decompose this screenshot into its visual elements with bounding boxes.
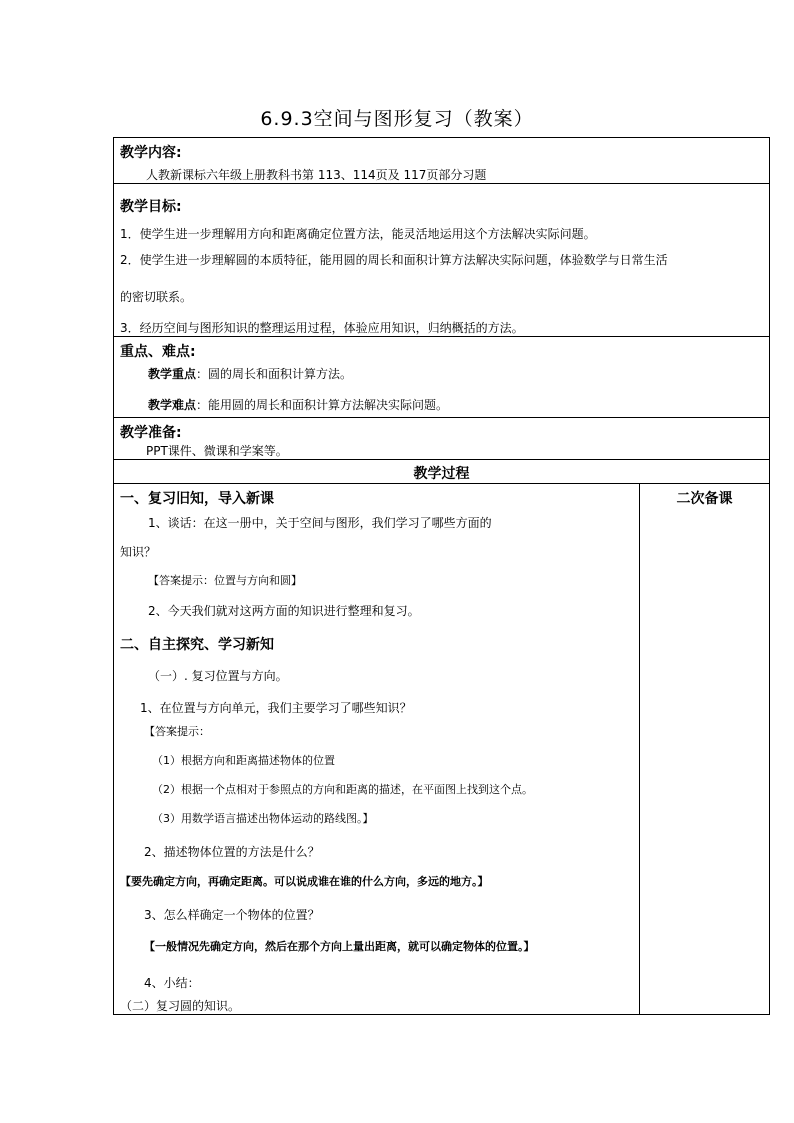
answer-hint-1: 【答案提示：位置与方向和圆】 [148, 574, 302, 587]
goal-item-2-cont: 的密切联系。 [120, 290, 193, 304]
answer-3: 【一般情况先确定方向，然后在那个方向上量出距离，就可以确定物体的位置。】 [144, 940, 535, 953]
hint-3: （3）用数学语言描述出物体运动的路线图。】 [152, 812, 374, 825]
process-body-row [114, 484, 770, 1015]
second-prep-cell [640, 484, 770, 1015]
document-title: 6.9.3空间与图形复习（教案） [260, 108, 534, 130]
goal-item-1: 1．使学生进一步理解用方向和距离确定位置方法，能灵活地运用这个方法解决实际问题。 [120, 227, 596, 241]
hint-label: 【答案提示： [144, 725, 210, 738]
prep-heading: 教学准备: [120, 425, 182, 441]
part1-heading: 一、复习旧知，导入新课 [120, 491, 274, 507]
subsection-1: （一）. 复习位置与方向。 [148, 669, 288, 683]
answer-2: 【要先确定方向，再确定距离。可以说成谁在谁的什么方向，多远的地方。】 [120, 875, 489, 888]
focus-label: 教学重点 [148, 367, 197, 381]
goals-section [114, 184, 770, 337]
difficulty-text: ：能用圆的周长和面积计算方法解决实际问题。 [196, 398, 449, 412]
difficulty-label: 教学难点 [148, 398, 197, 412]
key-heading: 重点、难点: [120, 344, 196, 360]
prep-section [114, 418, 770, 460]
goal-item-2: 2．使学生进一步理解圆的本质特征，能用圆的周长和面积计算方法解决实际问题，体验数学与日常生活 [120, 253, 668, 267]
focus-line [114, 359, 769, 382]
goals-heading: 教学目标: [120, 199, 182, 215]
summary-label: 4、小结： [144, 976, 200, 990]
question-1: 1、在位置与方向单元，我们主要学习了哪些知识？ [140, 701, 412, 715]
question-2: 2、描述物体位置的方法是什么？ [144, 845, 320, 859]
talk-continued: 知识？ [120, 545, 157, 559]
question-3: 3、怎么样确定一个物体的位置？ [144, 908, 320, 922]
content-heading: 教学内容: [120, 145, 182, 161]
talk-text: 1、谈话：在这一册中，关于空间与图形，我们学习了哪些方面的 [148, 516, 492, 530]
process-heading: 教学过程 [413, 466, 470, 482]
today-text: 2、今天我们就对这两方面的知识进行整理和复习。 [148, 604, 420, 618]
process-main-cell [114, 484, 640, 1015]
prep-text: PPT课件、微课和学案等。 [146, 444, 288, 458]
subsection-2: （二）复习圆的知识。 [120, 999, 241, 1013]
content-section [114, 138, 770, 184]
focus-text: ：圆的周长和面积计算方法。 [196, 367, 353, 381]
hint-2: （2）根据一个点相对于参照点的方向和距离的描述，在平面图上找到这个点。 [152, 783, 533, 796]
key-section [114, 337, 770, 418]
process-header-row [114, 460, 770, 484]
hint-1: （1）根据方向和距离描述物体的位置 [152, 754, 335, 767]
difficulty-line [114, 382, 769, 413]
second-prep-heading: 二次备课 [676, 491, 733, 507]
content-text: 人教新课标六年级上册教科书第 113、114页及 117页部分习题 [146, 168, 487, 182]
part2-heading: 二、自主探究、学习新知 [120, 637, 274, 653]
goal-item-3: 3．经历空间与图形知识的整理运用过程，体验应用知识，归纳概括的方法。 [120, 321, 524, 335]
lesson-plan-table [113, 137, 770, 1015]
